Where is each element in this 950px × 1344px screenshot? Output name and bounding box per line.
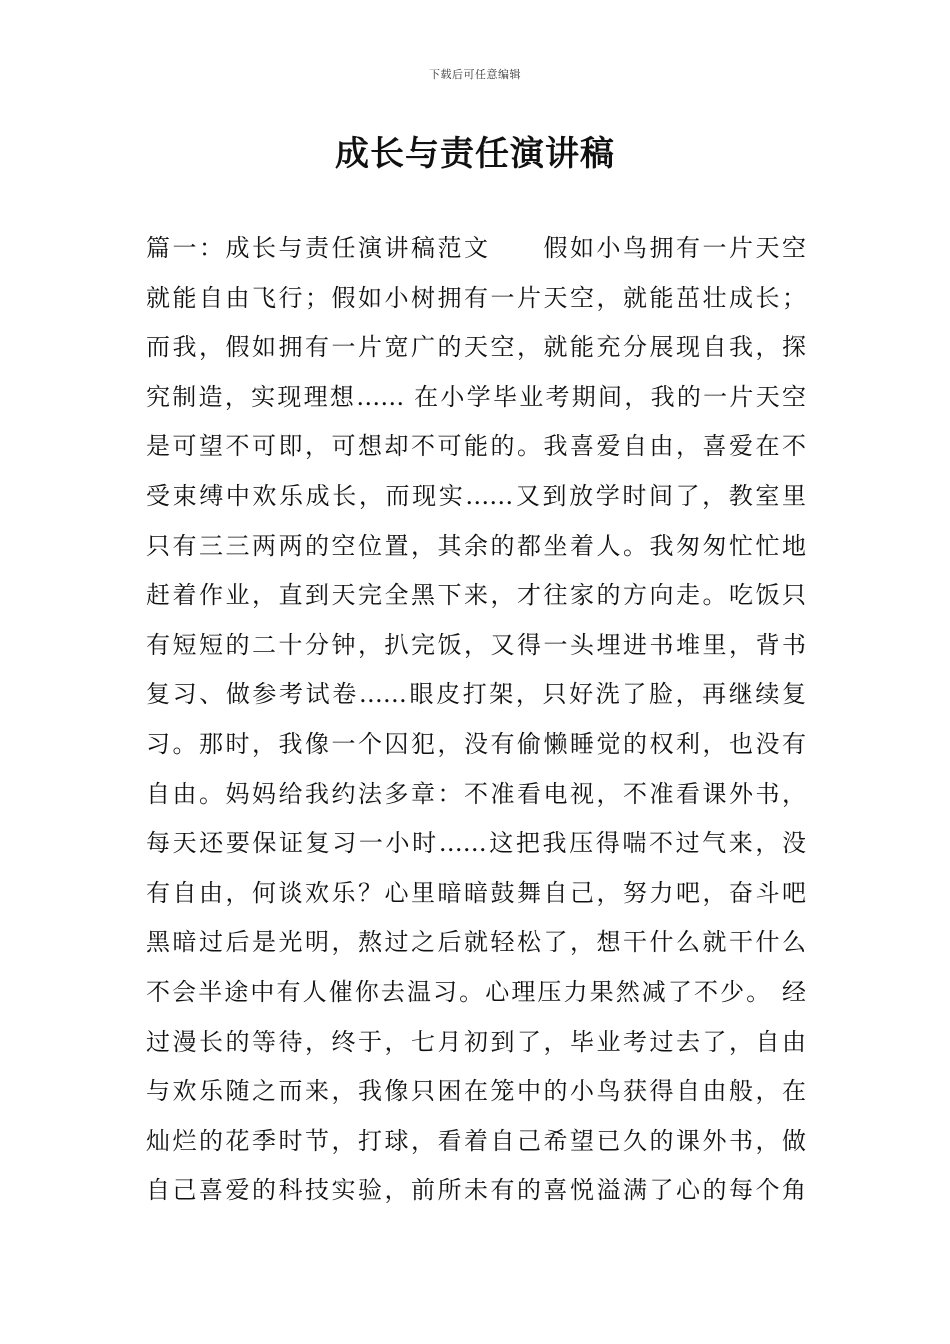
body-line: 自己喜爱的科技实验，前所未有的喜悦溢满了心的每个角 (146, 1176, 806, 1205)
body-line: 过漫长的等待，终于，七月初到了，毕业考过去了，自由 (146, 1027, 806, 1056)
body-line: 究制造，实现理想…… 在小学毕业考期间，我的一片天空 (146, 382, 806, 411)
body-line: 自由。妈妈给我约法多章：不准看电视，不准看课外书， (146, 779, 806, 808)
body-line: 而我，假如拥有一片宽广的天空，就能充分展现自我，探 (146, 333, 806, 362)
body-line: 黑暗过后是光明，熬过之后就轻松了，想干什么就干什么 (146, 928, 806, 957)
body-line: 不会半途中有人催你去温习。心理压力果然减了不少。 经 (146, 977, 806, 1006)
body-line: 是可望不可即，可想却不可能的。我喜爱自由，喜爱在不 (146, 432, 806, 461)
body-line: 有短短的二十分钟，扒完饭，又得一头埋进书堆里，背书 (146, 630, 806, 659)
body-line: 赶着作业，直到天完全黑下来，才往家的方向走。吃饭只 (146, 581, 806, 610)
body-line: 就能自由飞行；假如小树拥有一片天空，就能茁壮成长； (146, 283, 806, 312)
body-line: 篇一：成长与责任演讲稿范文 假如小鸟拥有一片天空 (146, 234, 806, 262)
body-line: 习。那时，我像一个囚犯，没有偷懒睡觉的权利，也没有 (146, 729, 806, 758)
body-line: 灿烂的花季时节，打球，看着自己希望已久的课外书，做 (146, 1126, 806, 1155)
body-line: 只有三三两两的空位置，其余的都坐着人。我匆匆忙忙地 (146, 531, 806, 560)
page-header-note: 下载后可任意编辑 (429, 68, 521, 81)
body-line: 复习、做参考试卷……眼皮打架，只好洗了脸，再继续复 (146, 680, 806, 709)
body-line: 每天还要保证复习一小时……这把我压得喘不过气来，没 (146, 829, 806, 858)
document-title: 成长与责任演讲稿 (335, 134, 615, 174)
body-line: 受束缚中欢乐成长，而现实……又到放学时间了，教室里 (146, 481, 806, 510)
body-line: 有自由，何谈欢乐？心里暗暗鼓舞自己，努力吧，奋斗吧 (146, 878, 806, 907)
body-line: 与欢乐随之而来，我像只困在笼中的小鸟获得自由般，在 (146, 1077, 806, 1106)
document-body (146, 224, 806, 1216)
